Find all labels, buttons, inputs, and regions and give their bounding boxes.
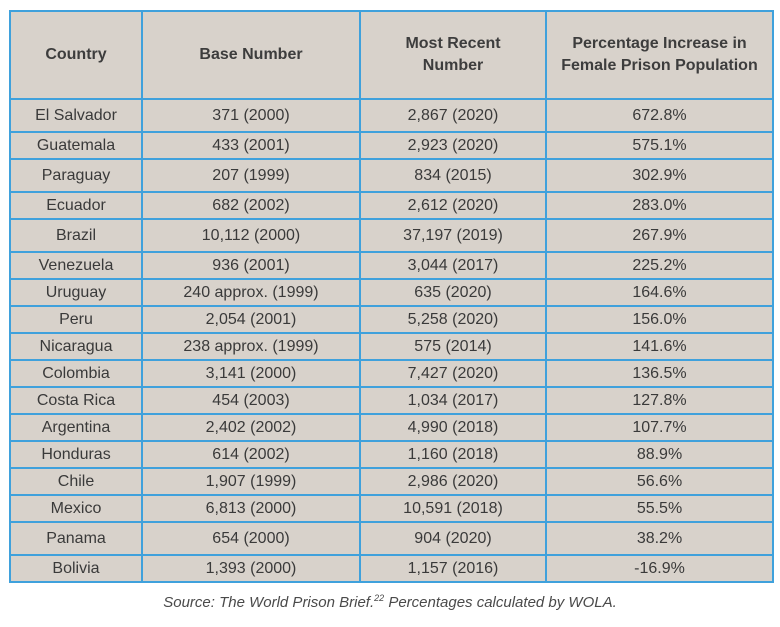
header-most-recent-number: Most Recent Number bbox=[360, 11, 546, 99]
header-base-number: Base Number bbox=[142, 11, 360, 99]
cell-country: Ecuador bbox=[10, 192, 142, 219]
cell-percent-increase: 575.1% bbox=[546, 132, 773, 159]
cell-base-number: 433 (2001) bbox=[142, 132, 360, 159]
cell-country: Mexico bbox=[10, 495, 142, 522]
cell-recent-number: 575 (2014) bbox=[360, 333, 546, 360]
cell-percent-increase: 267.9% bbox=[546, 219, 773, 252]
table-row bbox=[10, 495, 773, 522]
cell-percent-increase: 88.9% bbox=[546, 441, 773, 468]
cell-recent-number: 10,591 (2018) bbox=[360, 495, 546, 522]
caption-suffix: Percentages calculated by WOLA. bbox=[384, 594, 617, 611]
cell-base-number: 10,112 (2000) bbox=[142, 219, 360, 252]
table-row bbox=[10, 279, 773, 306]
female-prison-table bbox=[9, 10, 774, 583]
cell-base-number: 1,393 (2000) bbox=[142, 555, 360, 582]
source-caption bbox=[0, 594, 780, 611]
cell-base-number: 371 (2000) bbox=[142, 99, 360, 132]
table-row bbox=[10, 159, 773, 192]
cell-recent-number: 4,990 (2018) bbox=[360, 414, 546, 441]
cell-recent-number: 1,034 (2017) bbox=[360, 387, 546, 414]
cell-recent-number: 635 (2020) bbox=[360, 279, 546, 306]
cell-country: Panama bbox=[10, 522, 142, 555]
cell-country: Uruguay bbox=[10, 279, 142, 306]
cell-recent-number: 834 (2015) bbox=[360, 159, 546, 192]
table-row bbox=[10, 333, 773, 360]
cell-percent-increase: 225.2% bbox=[546, 252, 773, 279]
table-body bbox=[10, 99, 773, 582]
table-row bbox=[10, 360, 773, 387]
cell-percent-increase: 38.2% bbox=[546, 522, 773, 555]
cell-base-number: 2,054 (2001) bbox=[142, 306, 360, 333]
table-header-row bbox=[10, 11, 773, 99]
table-row bbox=[10, 132, 773, 159]
cell-percent-increase: 156.0% bbox=[546, 306, 773, 333]
table-row bbox=[10, 555, 773, 582]
cell-recent-number: 1,160 (2018) bbox=[360, 441, 546, 468]
cell-country: Costa Rica bbox=[10, 387, 142, 414]
cell-recent-number: 2,612 (2020) bbox=[360, 192, 546, 219]
cell-country: Argentina bbox=[10, 414, 142, 441]
cell-country: Nicaragua bbox=[10, 333, 142, 360]
cell-country: Honduras bbox=[10, 441, 142, 468]
cell-recent-number: 37,197 (2019) bbox=[360, 219, 546, 252]
cell-percent-increase: 302.9% bbox=[546, 159, 773, 192]
cell-percent-increase: 283.0% bbox=[546, 192, 773, 219]
cell-country: Chile bbox=[10, 468, 142, 495]
cell-recent-number: 2,986 (2020) bbox=[360, 468, 546, 495]
cell-base-number: 207 (1999) bbox=[142, 159, 360, 192]
table-row bbox=[10, 414, 773, 441]
table-row bbox=[10, 468, 773, 495]
table-row bbox=[10, 219, 773, 252]
table-row bbox=[10, 192, 773, 219]
prison-table-container bbox=[9, 10, 772, 583]
header-country: Country bbox=[10, 11, 142, 99]
cell-base-number: 6,813 (2000) bbox=[142, 495, 360, 522]
cell-base-number: 2,402 (2002) bbox=[142, 414, 360, 441]
cell-base-number: 1,907 (1999) bbox=[142, 468, 360, 495]
table-row bbox=[10, 522, 773, 555]
table-row bbox=[10, 387, 773, 414]
cell-base-number: 614 (2002) bbox=[142, 441, 360, 468]
cell-country: Guatemala bbox=[10, 132, 142, 159]
table-row bbox=[10, 441, 773, 468]
header-percentage-increase: Percentage Increase in Female Prison Population bbox=[546, 11, 773, 99]
cell-percent-increase: -16.9% bbox=[546, 555, 773, 582]
cell-country: El Salvador bbox=[10, 99, 142, 132]
cell-percent-increase: 56.6% bbox=[546, 468, 773, 495]
cell-recent-number: 7,427 (2020) bbox=[360, 360, 546, 387]
table-row bbox=[10, 252, 773, 279]
cell-percent-increase: 164.6% bbox=[546, 279, 773, 306]
cell-percent-increase: 141.6% bbox=[546, 333, 773, 360]
cell-base-number: 3,141 (2000) bbox=[142, 360, 360, 387]
cell-base-number: 936 (2001) bbox=[142, 252, 360, 279]
caption-text: Source: The World Prison Brief. bbox=[163, 594, 375, 611]
cell-base-number: 654 (2000) bbox=[142, 522, 360, 555]
cell-country: Paraguay bbox=[10, 159, 142, 192]
cell-recent-number: 5,258 (2020) bbox=[360, 306, 546, 333]
cell-country: Colombia bbox=[10, 360, 142, 387]
cell-base-number: 240 approx. (1999) bbox=[142, 279, 360, 306]
cell-recent-number: 2,867 (2020) bbox=[360, 99, 546, 132]
cell-recent-number: 2,923 (2020) bbox=[360, 132, 546, 159]
cell-base-number: 454 (2003) bbox=[142, 387, 360, 414]
table-row bbox=[10, 306, 773, 333]
cell-country: Peru bbox=[10, 306, 142, 333]
cell-percent-increase: 127.8% bbox=[546, 387, 773, 414]
cell-percent-increase: 136.5% bbox=[546, 360, 773, 387]
cell-country: Venezuela bbox=[10, 252, 142, 279]
cell-percent-increase: 55.5% bbox=[546, 495, 773, 522]
table-row bbox=[10, 99, 773, 132]
cell-base-number: 238 approx. (1999) bbox=[142, 333, 360, 360]
cell-recent-number: 3,044 (2017) bbox=[360, 252, 546, 279]
caption-footnote: 22 bbox=[374, 593, 385, 603]
cell-recent-number: 1,157 (2016) bbox=[360, 555, 546, 582]
cell-country: Bolivia bbox=[10, 555, 142, 582]
cell-percent-increase: 107.7% bbox=[546, 414, 773, 441]
cell-country: Brazil bbox=[10, 219, 142, 252]
cell-recent-number: 904 (2020) bbox=[360, 522, 546, 555]
cell-base-number: 682 (2002) bbox=[142, 192, 360, 219]
cell-percent-increase: 672.8% bbox=[546, 99, 773, 132]
